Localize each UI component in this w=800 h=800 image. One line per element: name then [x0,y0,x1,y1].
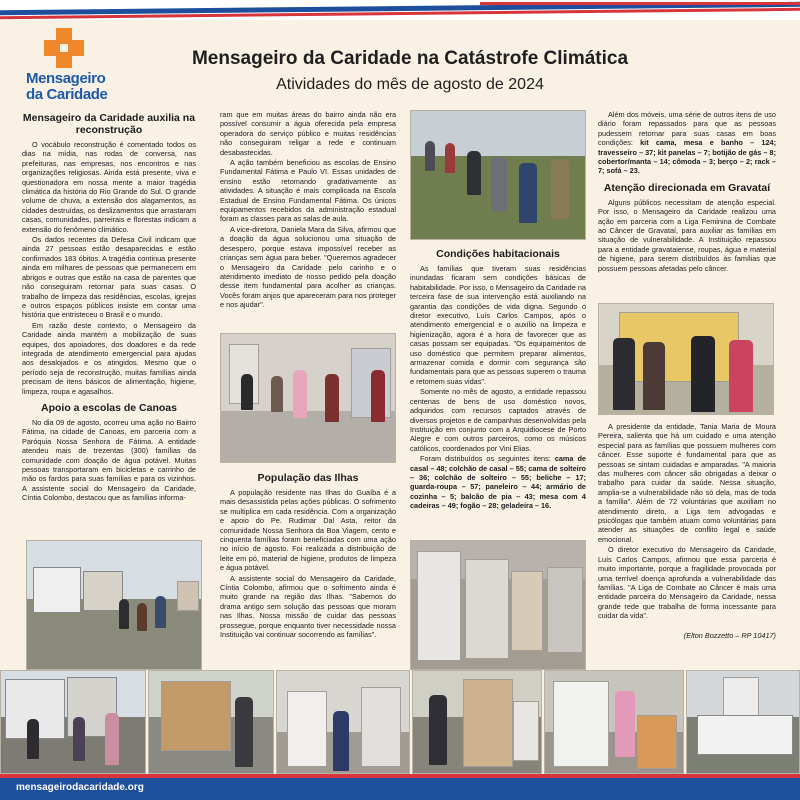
author-credit: (Elton Bozzetto – RP 10417) [683,630,776,640]
heading-escolas-canoas: Apoio a escolas de Canoas [41,401,177,414]
column-2-lower [220,470,396,641]
photo-bottom-5 [544,670,684,774]
items-intro: Além dos móveis, uma série de outros itens de uso diário foram repassados para que as pessoas pudessem retornar para suas casas em boas condições: [598,110,776,148]
page-title: Mensageiro da Caridade na Catástrofe Climática [191,48,629,69]
column-3 [410,246,586,512]
photo-bottom-6 [686,670,800,774]
logo-line-2: da Caridade [26,86,108,103]
photo-crowd-distribution [410,110,586,240]
paragraph: Alguns públicos necessitam de atenção especial. Por isso, o Mensageiro da Caridade realizou uma ação em parceria com a Liga Feminina de Combate ao Câncer de Gravataí, para auxiliar as famílias em situação de vulnerabilidade. A Instituição repassou para a entidade gravataiense, roupas, água e material de higiene, para serem distribuídos às famílias que possuem pessoas afetadas pelo câncer. [598,197,776,273]
photo-bottom-2 [148,670,274,774]
photo-school-visit [220,333,396,463]
items-list: kit cama, mesa e banho – 124; travesseiro – 37; kit panelas – 7; botijão de gás – 8; cobertor/manta – 14; cômoda – 3; berço – 2; rack – 7; sofá – 23. [598,138,776,176]
column-1 [22,110,196,504]
heading-gravatai: Atenção direcionada em Gravataí [603,181,771,194]
column-2 [220,110,396,311]
items-list: cama de casal – 48; colchão de casal – 55; cama de solteiro – 36; colchão de solteiro – 55; beliche – 17; guarda-roupa – 57; paneleiro – 44; armário de cozinha – 5; balcão de pia – 43; mesa com 4 cadeiras – 49; fogão – 28; geladeira – 16. [410,454,586,511]
paragraph: Os dados recentes da Defesa Civil indicam que ainda 27 pessoas estão desaparecidas e estão confirmados 183 óbitos. A tragédia continua presente ainda em milhares de pessoas que permanecem em abrigos e outras que estão na casa de parentes que não conseguiram retornar para suas casas. O trabalho de limpeza das residências, escolas, igrejas e outros espaços públicos insiste em contar uma história que entristeceu o Brasil e o mundo. [22,235,196,320]
photo-bottom-3 [276,670,410,774]
website-link[interactable]: mensageirodacaridade.org [16,782,144,793]
heading-reconstrucao: Mensageiro da Caridade auxilia na reconstrução [22,112,196,136]
items-intro: Foram distribuídos os seguintes itens: [420,454,555,464]
column-4 [598,110,776,274]
photo-furniture-stock [410,540,586,670]
paragraph [410,454,586,510]
paragraph: A ação também beneficiou as escolas de Ensino Fundamental Fátima e Paulo VI. Essas unidades de ensino estão retomando gradativamente as atividades. A situação é mais complicada na Escola Estadual de Ensino Fundamental Fátima. Os únicos equipamentos recebidos da administração estadual foram as classes para as salas de aula. [220,158,396,224]
top-stripes [0,0,800,20]
paragraph: O vocábulo reconstrução é comentado todos os dias na mídia, nas rodas de conversa, nas prefeituras, nas empresas, nos encontros e nas organizações religiosas. Ainda está presente, viva e questionadora em nossa mente a maior tragédia climática da história do Rio Grande do Sul. O grande volume de chuva, a extensão dos alagamentos, as cidades destruídas, os deslizamentos que arrastaram casas, comunidades, parreirais e florestas indicam a extensão do fenômeno climático. [22,140,196,234]
paragraph [598,110,776,176]
paragraph: Somente no mês de agosto, a entidade repassou centenas de bens de uso doméstico novos, adquiridos com recursos captados através de diversos projetos e de campanhas desenvolvidas pela Instituição em conjunto com a Arquidiocese de Porto Alegre e com outros parceiros, como os músicos católicos, coordenados por Vini Elias. [410,387,586,453]
heading-condicoes-habitacionais: Condições habitacionais [436,248,560,260]
photo-water-distribution [26,540,202,670]
paragraph: Em razão deste contexto, o Mensageiro da Caridade ainda mantém a mobilização de suas equipes, dos apoiadores, dos doadores e da rede integrada de atendimento emergencial para ajudas aos desalojados e os atingidos. Mesmo que o período seja de reconstrução, muitas famílias ainda precisam de itens básicos de alimentação, higiene, limpeza, roupa e agasalhos. [22,320,196,396]
photo-gravatai-group [598,303,774,415]
paragraph: A população residente nas Ilhas do Guaíba é a mais desassistida pelas ações públicas. O sofrimento se multiplica em cada residência. Com a organização e apoio do Pe. Rudimar Dal Asta, reitor da comunidade Nossa Senhora da Boa Viagem, cento e cinquenta famílias foram beneficiadas com uma ação no início de agosto. Foi realizada a distribuição de leite em pó, material de higiene, produtos de limpeza e água potável. [220,488,396,573]
page-subtitle: Atividades do mês de agosto de 2024 [276,76,544,93]
footer-bar [0,778,800,800]
paragraph: No dia 09 de agosto, ocorreu uma ação no Bairro Fátima, na cidade de Canoas, em parceria com a Paróquia Nossa Senhora de Fátima. A entidade atendeu mais de trezentas (300) famílias da comunidade com doação de água potável. Muitas pessoas transportaram em bicicletas e carrinho de mão os fardos para suas famílias e para os vizinhos. A assistente social do Mensageiro da Caridade, Cíntia Colombo, destacou que as famílias informa- [22,417,196,503]
photo-bottom-4 [412,670,542,774]
column-4-lower [598,422,776,640]
bottom-photo-strip [0,670,800,778]
paragraph: O diretor executivo do Mensageiro da Caridade, Luís Carlos Campos, afirmou que essa parceria é muito importante, porque a fragilidade provocada por uma terrível doença aprofunda a vulnerabilidade das famílias. "A Liga de Combate ao Câncer é mais uma entidade parceira do Mensageiro da Caridade, nessa grande rede que trabalha de forma incessante para cuidar da vida". [598,545,776,621]
paragraph: ram que em muitas áreas do bairro ainda não era possível consumir a água oferecida pela empresa operadora do serviço público e muitas residências não conseguiram religar a rede e continuam desabastecidas. [220,110,396,157]
paragraph: As famílias que tiveram suas residências inundadas ficaram sem condições básicas de habitabilidade. Por isso, o Mensageiro da Caridade na terceira fase de sua intervenção está auxiliando na garantia das condições de vida digna. Segundo o diretor executivo, Luís Carlos Campos, após o atendimento emergencial e o auxílio na limpeza e higienização, agora é a hora de favorecer que as casas possam ser equipadas. "Os equipamentos de uso doméstico que permitem preparar alimentos, armazenar comida e dormir com segurança são fundamentais para que as pessoas superem o trauma e retomem suas vidas". [410,264,586,386]
logo-line-1: Mensageiro [26,70,106,87]
heading-populacao-ilhas: População das Ilhas [257,472,359,484]
paragraph: A assistente social do Mensageiro da Caridade, Cíntia Colombo, afirmou que o sofrimento ainda é muito grande na região das Ilhas. "Sabemos do drama antigo sem solução das pessoas que moram nas Ilhas. Nossa missão de cuidar das pessoas prossegue, porque enquanto tiver necessidade nossa Instituição vai continuar socorrendo as famílias". [220,573,396,640]
paragraph: A vice-diretora, Daniela Mara da Silva, afirmou que a doação da água solucionou uma situação de desespero, porque estava impossível receber as crianças sem água para beber. "Queremos agradecer o Mensageiro da Caridade pelo carinho e o atendimento imediato de nosso pedido pela doação desse item fundamental para acolher as crianças. Vocês foram anjos que apareceram para nos proteger e nos ajudar". [220,224,396,310]
paragraph: A presidente da entidade, Tania Maria de Moura Pereira, salienta que há um cuidado e uma atenção especial para as famílias que possuem mulheres com câncer. Esse suporte é fundamental para que as pessoas se sintam cuidadas e amparadas. "A maioria das mulheres com câncer são obrigadas a deixar o trabalho para cuidar da saúde. Nessa situação, amplia-se a vulnerabilidade não só dela, mas de toda a família". Além de 72 voluntárias que auxiliam no atendimento direto, a Liga tem advogadas e psicólogas que também atuam como voluntárias para atender as situações de conflito legal e saúde emocional. [598,422,776,544]
photo-bottom-1 [0,670,146,774]
logo [26,26,112,104]
